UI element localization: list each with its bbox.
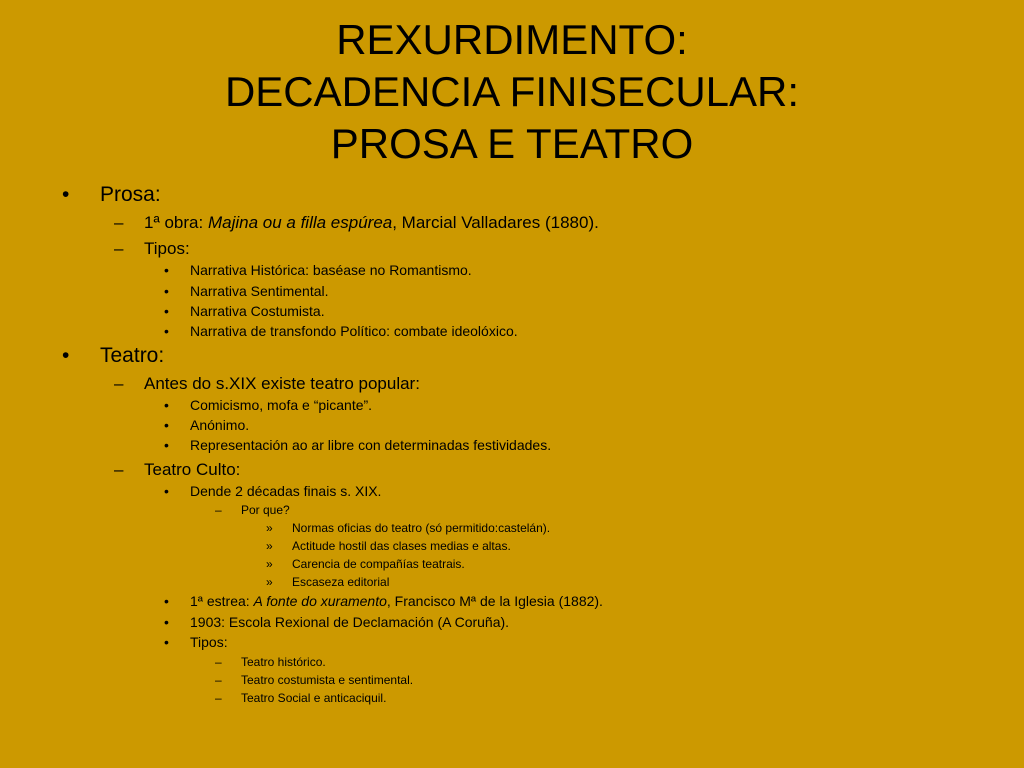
bullet-marker: – [215,655,222,669]
item-text: Antes do s.XIX existe teatro popular: [144,374,420,393]
item-text: Teatro Culto: [144,460,241,479]
item-text: Narrativa Histórica: baséase no Romantismo. [190,262,472,278]
bullet-marker: » [266,521,273,535]
item-text: Narrativa Sentimental. [190,283,329,299]
outline-item [215,655,326,669]
item-text: Tipos: [144,239,190,258]
item-text: Actitude hostil das clases medias e altas. [292,539,511,553]
bullet-marker: • [164,303,169,319]
outline-item [164,593,603,609]
outline-item [164,323,518,339]
item-text: Teatro: [100,344,165,367]
item-text: Por que? [241,503,290,517]
bullet-marker: – [114,239,124,258]
bullet-marker: – [114,374,124,393]
item-text: Teatro histórico. [241,655,326,669]
item-text: Dende 2 décadas finais s. XIX. [190,483,382,499]
bullet-marker: • [164,323,169,339]
bullet-marker: • [164,634,169,650]
bullet-marker: – [215,673,222,687]
item-text: Tipos: [190,634,228,650]
bullet-marker: • [164,417,169,433]
outline-item [215,691,387,705]
item-text: Prosa: [100,183,161,206]
outline-item [164,417,250,433]
bullet-marker: • [164,483,169,499]
outline-item [164,483,382,499]
item-text: Teatro Social e anticaciquil. [241,691,387,705]
item-text: Anónimo. [190,417,250,433]
item-text: 1ª estrea: [190,593,254,609]
title-line-3: PROSA E TEATRO [330,120,694,167]
bullet-marker: • [164,593,169,609]
bullet-marker: – [114,213,124,232]
bullet-marker: • [164,397,169,413]
bullet-marker: • [62,344,70,367]
bullet-marker: • [164,262,169,278]
outline-item [114,374,420,394]
outline-item [266,557,465,571]
bullet-marker: – [215,691,222,705]
item-text: Comicismo, mofa e “picante”. [190,397,373,413]
item-text: Representación ao ar libre con determinadas festividades. [190,437,552,453]
item-text: Escaseza editorial [292,575,390,589]
outline-item [215,503,290,517]
outline-item [114,239,190,259]
item-text: , Francisco Mª de la Iglesia (1882). [386,593,603,609]
outline-item [266,521,551,535]
outline-item [215,673,414,687]
outline-item [62,183,161,207]
bullet-marker: – [114,460,124,479]
outline-item [164,397,373,413]
outline-item [164,614,510,630]
bullet-marker: • [164,283,169,299]
title-line-2: DECADENCIA FINISECULAR: [224,68,800,115]
item-text: 1903: Escola Rexional de Declamación (A Coruña). [190,614,510,630]
bullet-marker: • [164,614,169,630]
item-text: Narrativa Costumista. [190,303,325,319]
bullet-marker: – [215,503,222,517]
bullet-marker: » [266,557,273,571]
item-text: Narrativa de transfondo Político: combate ideolóxico. [190,323,518,339]
italic-title-text: A fonte do xuramento [253,593,387,609]
italic-title-text: Majina ou a filla espúrea [207,213,393,232]
bullet-marker: • [62,183,70,206]
outline-item [266,539,511,553]
title-line-1: REXURDIMENTO: [336,16,688,63]
item-text: 1ª obra: [144,213,208,232]
bullet-marker: » [266,539,273,553]
item-text: , Marcial Valladares (1880). [392,213,599,232]
outline-item [164,634,228,650]
item-text: Carencia de compañías teatrais. [292,557,465,571]
outline-item [114,460,241,480]
item-text: Teatro costumista e sentimental. [241,673,414,687]
bullet-marker: • [164,437,169,453]
bullet-marker: » [266,575,273,589]
outline-item [62,344,165,368]
outline-item [164,283,329,299]
outline-item [164,303,325,319]
item-text: Normas oficias do teatro (só permitido:castelán). [292,521,551,535]
outline-item [266,575,390,589]
outline-item [164,262,472,278]
outline-item [114,213,599,233]
outline-item [164,437,552,453]
